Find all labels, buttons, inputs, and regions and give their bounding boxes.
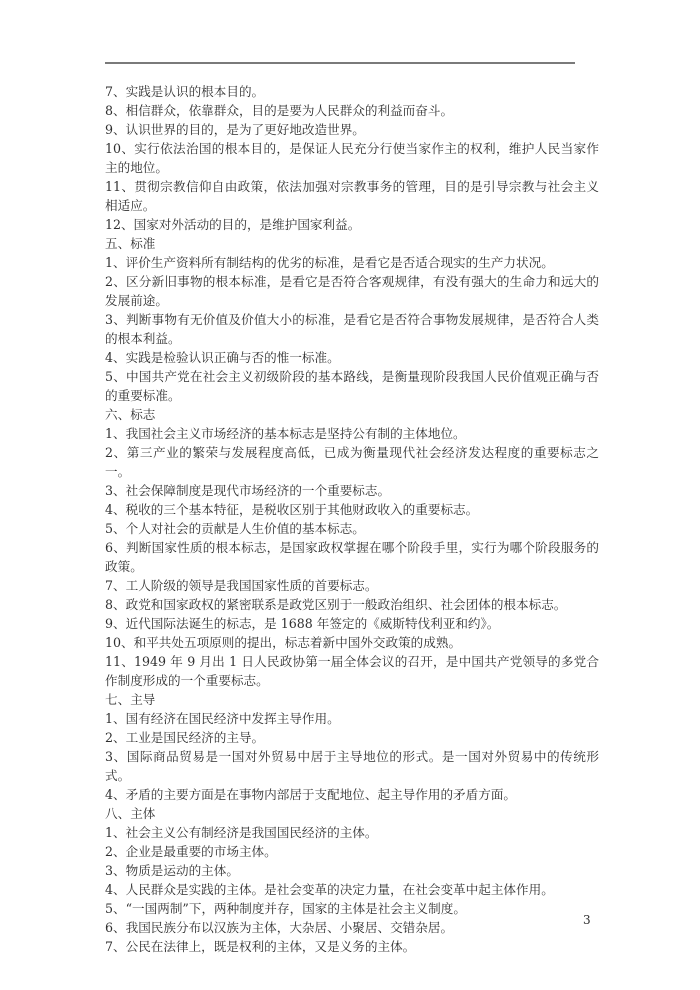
document-body: [105, 82, 599, 956]
list-item: 4、税收的三个基本特征，是税收区别于其他财政收入的重要标志。: [105, 502, 479, 517]
list-item: 6、我国民族分布以汉族为主体，大杂居、小聚居、交错杂居。: [105, 920, 454, 935]
list-item: 11、1949 年 9 月出 1 日人民政协第一届全体会议的召开，是中国共产党领导的多党合作制度形成的一个重要标志。: [105, 654, 599, 688]
list-item: 10、和平共处五项原则的提出，标志着新中国外交政策的成熟。: [105, 635, 462, 650]
list-item: 8、相信群众，依靠群众，目的是要为人民群众的利益而奋斗。: [105, 103, 454, 118]
list-item: 5、中国共产党在社会主义初级阶段的基本路线，是衡量现阶段我国人民价值观正确与否的重要标准。: [105, 369, 599, 403]
list-item: 11、贯彻宗教信仰自由政策，依法加强对宗教事务的管理，目的是引导宗教与社会主义相适应。: [105, 179, 599, 213]
header-rule: [105, 62, 575, 64]
list-item: 8、政党和国家政权的紧密联系是政党区别于一般政治组织、社会团体的根本标志。: [105, 597, 567, 612]
list-item: 1、评价生产资料所有制结构的优劣的标准，是看它是否适合现实的生产力状况。: [105, 255, 554, 270]
list-item: 1、国有经济在国民经济中发挥主导作用。: [105, 711, 340, 726]
list-item: 1、我国社会主义市场经济的基本标志是坚持公有制的主体地位。: [105, 426, 466, 441]
list-item: 9、近代国际法诞生的标志，是 1688 年签定的《威斯特伐利亚和约》。: [105, 616, 500, 631]
list-item: 5、个人对社会的贡献是人生价值的基本标志。: [105, 521, 365, 536]
list-item: 3、判断事物有无价值及价值大小的标准，是看它是否符合事物发展规律，是否符合人类的根本利益。: [105, 312, 599, 346]
list-item: 2、区分新旧事物的根本标准，是看它是否符合客观规律，有没有强大的生命力和远大的发展前途。: [105, 274, 599, 308]
list-item: 3、国际商品贸易是一国对外贸易中居于主导地位的形式。是一国对外贸易中的传统形式。: [105, 749, 599, 783]
list-item: 6、判断国家性质的根本标志，是国家政权掌握在哪个阶段手里，实行为哪个阶段服务的政策。: [105, 540, 599, 574]
list-item: 2、工业是国民经济的主导。: [105, 730, 265, 745]
list-item: 2、企业是最重要的市场主体。: [105, 844, 277, 859]
list-item: 1、社会主义公有制经济是我国国民经济的主体。: [105, 825, 378, 840]
section-heading: 八、主体: [105, 806, 156, 821]
list-item: 4、矛盾的主要方面是在事物内部居于支配地位、起主导作用的矛盾方面。: [105, 787, 517, 802]
list-item: 3、社会保障制度是现代市场经济的一个重要标志。: [105, 483, 391, 498]
list-item: 3、物质是运动的主体。: [105, 863, 239, 878]
page-number: 3: [583, 913, 591, 927]
list-item: 7、公民在法律上，既是权利的主体，又是义务的主体。: [105, 939, 416, 954]
section-heading: 六、标志: [105, 407, 156, 422]
section-heading: 五、标准: [105, 236, 156, 251]
list-item: 7、实践是认识的根本目的。: [105, 84, 265, 99]
list-item: 2、第三产业的繁荣与发展程度高低，已成为衡量现代社会经济发达程度的重要标志之一。: [105, 445, 599, 479]
list-item: 10、实行依法治国的根本目的，是保证人民充分行使当家作主的权利，维护人民当家作主的地位。: [105, 141, 599, 175]
list-item: 4、实践是检验认识正确与否的惟一标准。: [105, 350, 340, 365]
list-item: 12、国家对外活动的目的，是维护国家利益。: [105, 217, 361, 232]
list-item: 9、认识世界的目的，是为了更好地改造世界。: [105, 122, 365, 137]
section-heading: 七、主导: [105, 692, 156, 707]
list-item: 4、人民群众是实践的主体。是社会变革的决定力量，在社会变革中起主体作用。: [105, 882, 554, 897]
list-item: 7、工人阶级的领导是我国国家性质的首要标志。: [105, 578, 378, 593]
list-item: 5、“一国两制”下，两种制度并存，国家的主体是社会主义制度。: [105, 901, 466, 916]
